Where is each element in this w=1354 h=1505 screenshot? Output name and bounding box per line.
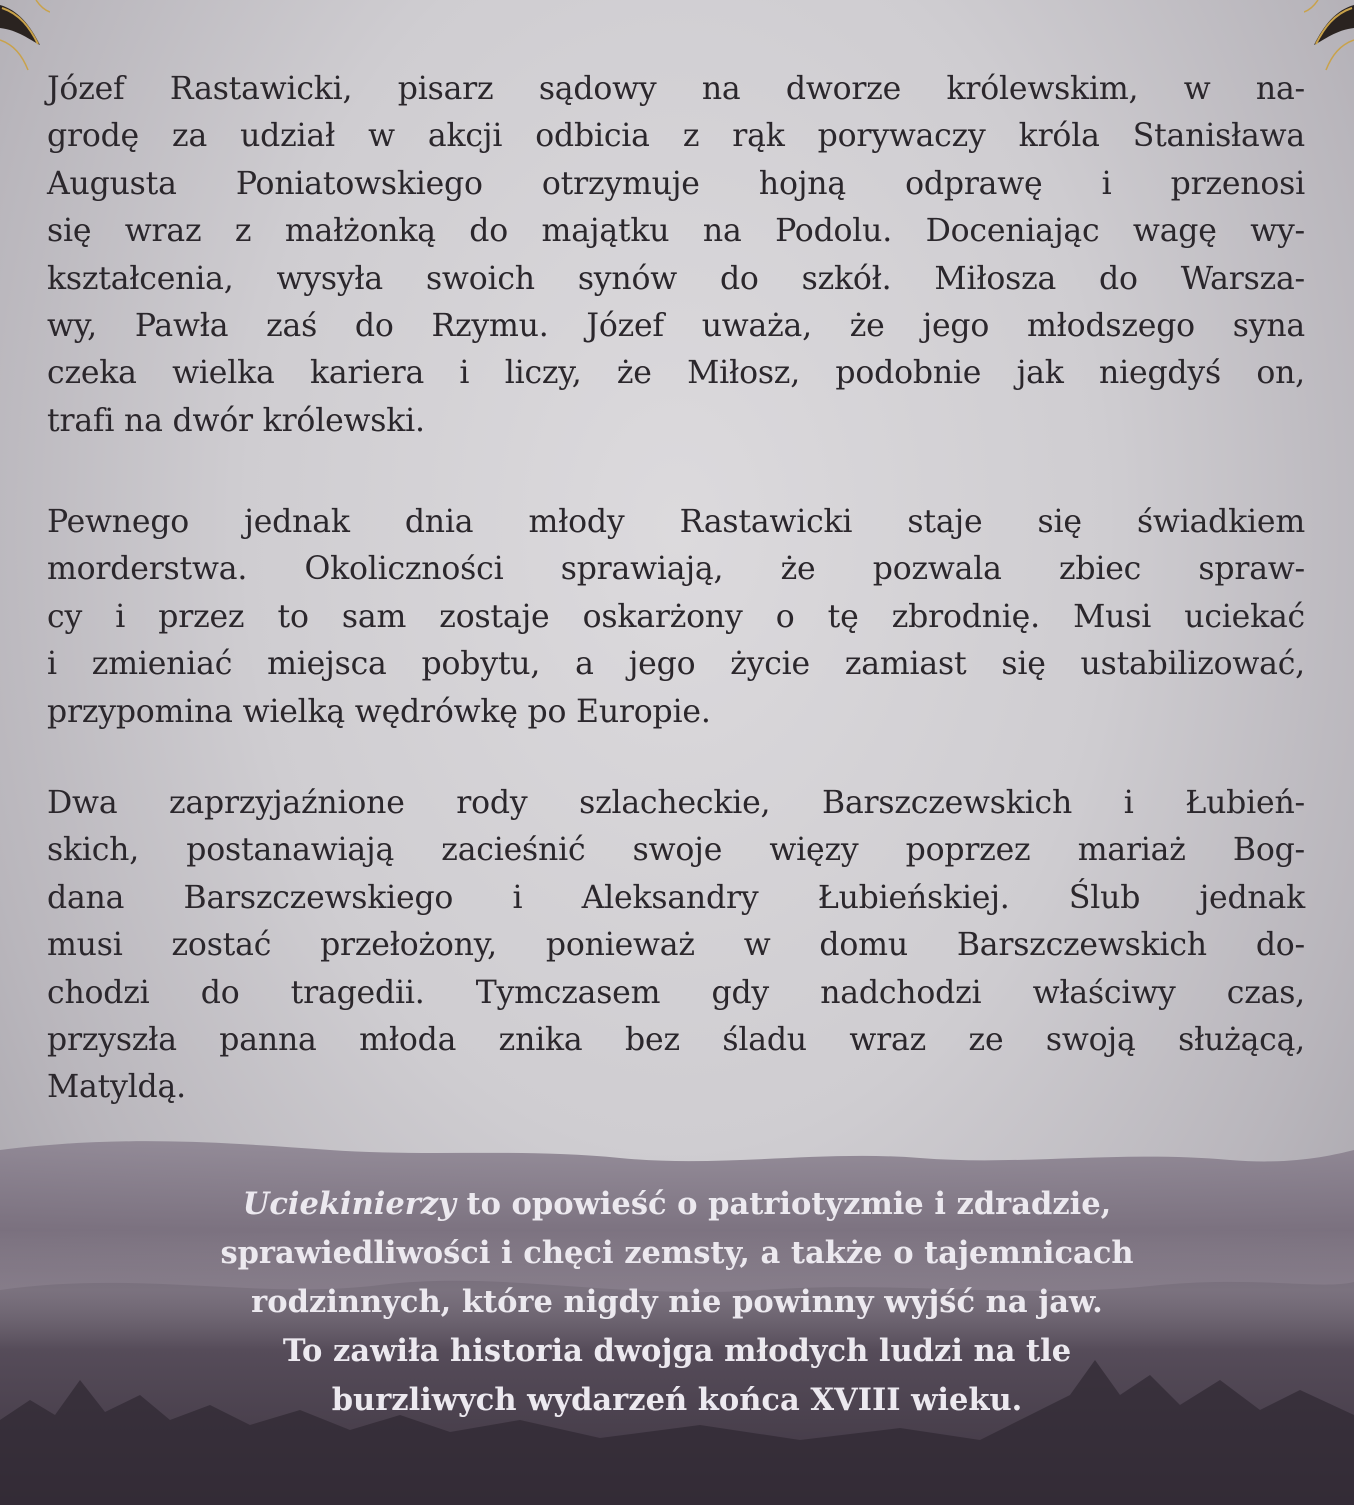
- text-line: cy i przez to sam zostaje oskarżony o tę zbrodnię. Musi uciekać: [47, 598, 1305, 635]
- text-line: skich, postanawiają zacieśnić swoje więzy poprzez mariaż Bog-: [47, 832, 1305, 869]
- text-line: kształcenia, wysyła swoich synów do szkół. Miłosza do Warsza-: [47, 260, 1305, 297]
- text-line: przyszła panna młoda znika bez śladu wraz ze swoją służącą,: [47, 1022, 1305, 1059]
- synopsis-paragraph-1: [47, 66, 1305, 445]
- text-line: musi zostać przełożony, ponieważ w domu Barszczewskich do-: [47, 927, 1305, 964]
- text-line: Dwa zaprzyjaźnione rody szlacheckie, Barszczewskich i Łubień-: [47, 785, 1305, 821]
- gold-leaf-ornament-icon: [1304, 0, 1354, 80]
- tagline-line-1: [60, 1180, 1294, 1229]
- synopsis-paragraph-2: [47, 499, 1305, 736]
- gold-leaf-ornament-icon: [0, 0, 50, 80]
- text-line: Augusta Poniatowskiego otrzymuje hojną odprawę i przenosi: [47, 165, 1305, 202]
- text-line: trafi na dwór królewski.: [47, 402, 425, 439]
- text-line: Józef Rastawicki, pisarz sądowy na dworze królewskim, w na-: [47, 71, 1305, 107]
- text-line: Pewnego jednak dnia młody Rastawicki staje się świadkiem: [47, 504, 1305, 540]
- text-line: grodę za udział w akcji odbicia z rąk porywaczy króla Stanisława: [47, 118, 1305, 155]
- book-title: Uciekinierzy: [242, 1186, 456, 1222]
- text-line: dana Barszczewskiego i Aleksandry Łubieńskiej. Ślub jednak: [47, 879, 1305, 916]
- tagline-line-1-rest: to opowieść o patriotyzmie i zdradzie,: [455, 1186, 1112, 1222]
- tagline-line-3: rodzinnych, które nigdy nie powinny wyjść na jaw.: [251, 1284, 1103, 1320]
- synopsis-paragraph-3: [47, 780, 1305, 1112]
- text-line: i zmieniać miejsca pobytu, a jego życie zamiast się ustabilizować,: [47, 646, 1305, 683]
- tagline-line-2: sprawiedliwości i chęci zemsty, a także o tajemnicach: [220, 1235, 1134, 1271]
- tagline: [60, 1180, 1294, 1425]
- text-line: wy, Pawła zaś do Rzymu. Józef uważa, że jego młodszego syna: [47, 308, 1305, 345]
- tagline-line-5: burzliwych wydarzeń końca XVIII wieku.: [331, 1382, 1023, 1418]
- text-line: morderstwa. Okoliczności sprawiają, że pozwala zbiec spraw-: [47, 551, 1305, 588]
- text-line: przypomina wielką wędrówkę po Europie.: [47, 693, 711, 730]
- text-line: Matyldą.: [47, 1069, 186, 1106]
- text-line: czeka wielka kariera i liczy, że Miłosz, podobnie jak niegdyś on,: [47, 355, 1305, 392]
- text-line: się wraz z małżonką do majątku na Podolu. Doceniając wagę wy-: [47, 213, 1305, 250]
- text-line: chodzi do tragedii. Tymczasem gdy nadchodzi właściwy czas,: [47, 974, 1305, 1011]
- tagline-line-4: To zawiła historia dwojga młodych ludzi na tle: [282, 1333, 1072, 1369]
